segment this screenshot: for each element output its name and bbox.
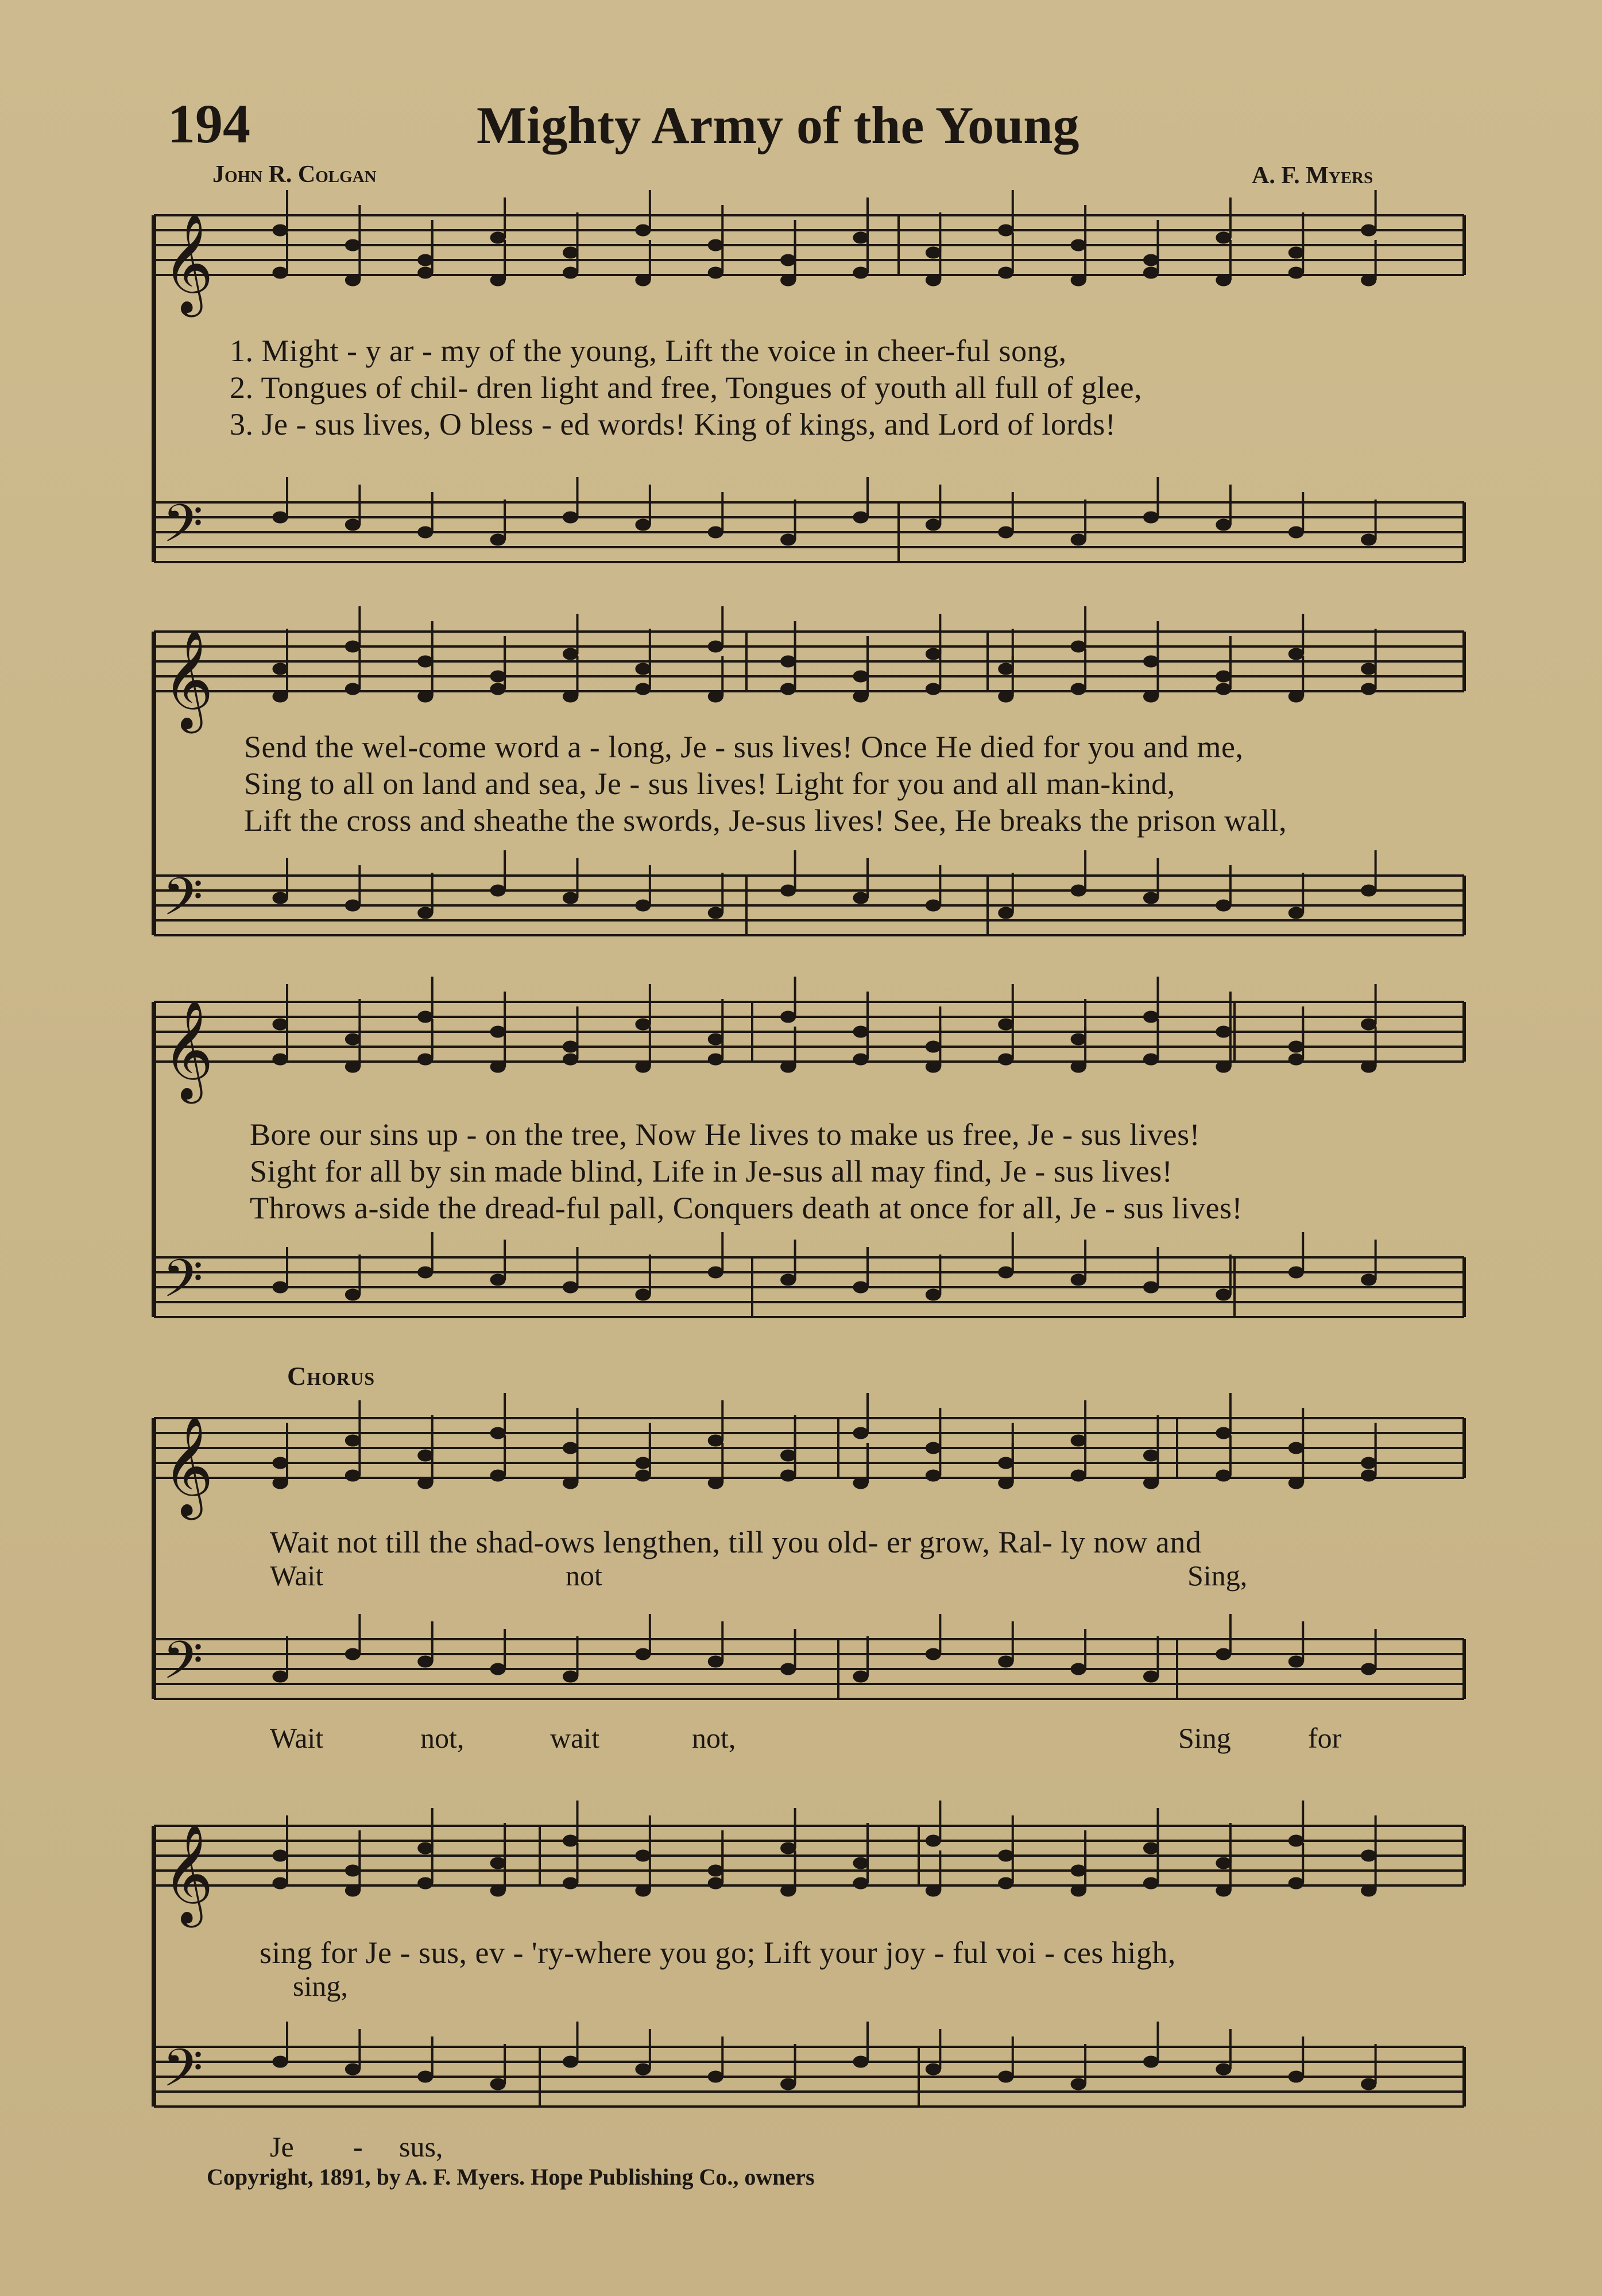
clef-glyph: 𝄢: [162, 1248, 203, 1322]
note-head: [999, 267, 1013, 278]
note-head: [490, 274, 505, 286]
note-head: [781, 254, 796, 266]
note-head: [926, 1648, 941, 1660]
note-head: [345, 1289, 360, 1300]
note-head: [926, 648, 941, 660]
note-head: [1361, 1274, 1376, 1286]
note-head: [1071, 1470, 1086, 1481]
note-head: [345, 683, 360, 695]
bass-lyric: -: [353, 2131, 363, 2163]
bass-lyric: Sing,: [1187, 1559, 1248, 1592]
note-head: [418, 1842, 433, 1854]
note-head: [1071, 641, 1086, 652]
note-head: [273, 512, 288, 523]
note-head: [999, 1019, 1013, 1030]
lyric-line: Wait not till the shad-ows lengthen, till you old- er grow, Ral- ly now and: [270, 1525, 1202, 1559]
note-head: [1071, 885, 1086, 896]
note-head: [1216, 671, 1231, 682]
note-head: [345, 1865, 360, 1876]
note-head: [418, 691, 433, 702]
note-head: [1288, 1267, 1303, 1278]
note-head: [926, 1442, 941, 1454]
note-head: [1144, 1842, 1159, 1854]
note-head: [1216, 1857, 1231, 1869]
note-head: [1071, 1274, 1086, 1286]
note-head: [490, 2078, 505, 2090]
note-head: [853, 671, 868, 682]
note-head: [708, 2071, 723, 2082]
note-head: [781, 1842, 796, 1854]
clef-glyph: 𝄞: [162, 1823, 214, 1923]
note-head: [781, 683, 796, 695]
composer-credit: A. F. Myers: [1252, 162, 1373, 189]
bass-lyric: not: [566, 1559, 602, 1592]
lyric-line: sing for Je - sus, ev - 'ry-where you go; Lift your joy - ful voi - ces high,: [260, 1935, 1176, 1970]
note-head: [926, 1470, 941, 1481]
note-head: [563, 267, 578, 278]
note-head: [708, 1267, 723, 1278]
note-head: [1216, 683, 1231, 695]
note-head: [1216, 1885, 1231, 1896]
note-head: [1288, 1877, 1303, 1889]
note-head: [1144, 1054, 1159, 1065]
note-head: [418, 907, 433, 919]
note-head: [273, 267, 288, 278]
note-head: [853, 2056, 868, 2067]
note-head: [1361, 885, 1376, 896]
note-head: [418, 526, 433, 538]
note-head: [490, 1274, 505, 1286]
note-head: [853, 691, 868, 702]
note-head: [1071, 274, 1086, 286]
note-head: [926, 2063, 941, 2075]
note-head: [708, 1656, 723, 1667]
bass-lyric: sus,: [399, 2131, 443, 2163]
note-head: [781, 1663, 796, 1675]
note-head: [853, 1877, 868, 1889]
note-head: [1144, 1877, 1159, 1889]
note-head: [418, 1450, 433, 1461]
clef-glyph: 𝄞: [162, 629, 214, 729]
note-head: [1071, 1033, 1086, 1045]
note-head: [636, 1457, 651, 1469]
note-head: [563, 691, 578, 702]
note-head: [1216, 519, 1231, 531]
note-head: [490, 671, 505, 682]
note-head: [1361, 1019, 1376, 1030]
note-head: [708, 1877, 723, 1889]
lyric-line: 2. Tongues of chil- dren light and free, Tongues of youth all full of glee,: [230, 370, 1143, 405]
note-head: [1144, 512, 1159, 523]
note-head: [781, 1061, 796, 1073]
note-head: [999, 224, 1013, 236]
note-head: [1144, 2056, 1159, 2067]
lyric-line: 1. Might - y ar - my of the young, Lift the voice in cheer-ful song,: [230, 334, 1067, 368]
note-head: [345, 900, 360, 911]
note-head: [563, 1877, 578, 1889]
note-head: [1288, 648, 1303, 660]
note-head: [853, 1281, 868, 1293]
note-head: [1216, 1289, 1231, 1300]
note-head: [636, 1470, 651, 1481]
note-head: [636, 1885, 651, 1896]
note-head: [273, 2056, 288, 2067]
copyright-notice: Copyright, 1891, by A. F. Myers. Hope Publishing Co., owners: [207, 2164, 815, 2190]
note-head: [708, 1477, 723, 1489]
note-head: [1144, 656, 1159, 667]
note-head: [781, 1885, 796, 1896]
note-head: [1071, 534, 1086, 545]
note-head: [418, 1011, 433, 1023]
note-head: [636, 1289, 651, 1300]
note-head: [1361, 224, 1376, 236]
note-head: [781, 534, 796, 545]
note-head: [1361, 1470, 1376, 1481]
note-head: [1144, 267, 1159, 278]
note-head: [1361, 663, 1376, 675]
note-head: [636, 900, 651, 911]
note-head: [1216, 2063, 1231, 2075]
note-head: [781, 656, 796, 667]
note-head: [999, 2071, 1013, 2082]
note-head: [1144, 892, 1159, 904]
note-head: [926, 1061, 941, 1073]
lyric-line: Throws a-side the dread-ful pall, Conquers death at once for all, Je - sus lives!: [250, 1191, 1243, 1225]
note-head: [1216, 1427, 1231, 1439]
note-head: [1071, 1663, 1086, 1675]
lyric-line: Sing to all on land and sea, Je - sus lives! Light for you and all man-kind,: [244, 766, 1175, 801]
note-head: [999, 1850, 1013, 1861]
note-head: [853, 1054, 868, 1065]
note-head: [708, 267, 723, 278]
note-head: [853, 267, 868, 278]
note-head: [273, 1477, 288, 1489]
note-head: [1144, 1671, 1159, 1682]
note-head: [273, 691, 288, 702]
note-head: [636, 663, 651, 675]
clef-glyph: 𝄢: [162, 493, 203, 567]
note-head: [1216, 1061, 1231, 1073]
note-head: [1288, 1442, 1303, 1454]
note-head: [1361, 1457, 1376, 1469]
bass-lyric: for: [1308, 1722, 1342, 1754]
note-head: [781, 2078, 796, 2090]
note-head: [781, 885, 796, 896]
note-head: [1361, 534, 1376, 545]
note-head: [1361, 274, 1376, 286]
note-head: [853, 512, 868, 523]
note-head: [1071, 1435, 1086, 1446]
note-head: [418, 656, 433, 667]
note-head: [418, 2071, 433, 2082]
note-head: [273, 1281, 288, 1293]
note-head: [999, 1054, 1013, 1065]
note-head: [490, 232, 505, 243]
note-head: [781, 1274, 796, 1286]
note-head: [708, 1054, 723, 1065]
lyric-line: Send the wel-come word a - long, Je - sus lives! Once He died for you and me,: [244, 730, 1244, 764]
note-head: [345, 1435, 360, 1446]
note-head: [1288, 1835, 1303, 1846]
note-head: [490, 1663, 505, 1675]
note-head: [1361, 2078, 1376, 2090]
note-head: [636, 274, 651, 286]
note-head: [1361, 1885, 1376, 1896]
bass-lyric: Sing: [1178, 1722, 1231, 1754]
note-head: [345, 239, 360, 251]
note-head: [636, 2063, 651, 2075]
note-head: [563, 1442, 578, 1454]
note-head: [999, 907, 1013, 919]
note-head: [563, 512, 578, 523]
note-head: [345, 1885, 360, 1896]
clef-glyph: 𝄢: [162, 1630, 203, 1703]
note-head: [926, 900, 941, 911]
note-head: [345, 274, 360, 286]
note-head: [1288, 247, 1303, 258]
note-head: [563, 247, 578, 258]
note-head: [490, 1885, 505, 1896]
note-head: [636, 1019, 651, 1030]
note-head: [1361, 1061, 1376, 1073]
note-head: [1361, 1663, 1376, 1675]
chorus-label: Chorus: [287, 1361, 376, 1391]
note-head: [708, 1865, 723, 1876]
lyricist-credit: John R. Colgan: [212, 161, 377, 188]
note-head: [1288, 267, 1303, 278]
note-head: [1288, 1477, 1303, 1489]
note-head: [273, 1850, 288, 1861]
note-head: [345, 641, 360, 652]
note-head: [999, 663, 1013, 675]
note-head: [563, 2056, 578, 2067]
note-head: [273, 1019, 288, 1030]
bass-lyric: sing,: [293, 1970, 348, 2002]
lyric-line: Sight for all by sin made blind, Life in Je-sus all may find, Je - sus lives!: [250, 1154, 1173, 1188]
note-head: [1288, 2071, 1303, 2082]
note-head: [1216, 1648, 1231, 1660]
note-head: [273, 224, 288, 236]
note-head: [708, 1033, 723, 1045]
note-head: [490, 1026, 505, 1037]
note-head: [273, 892, 288, 904]
note-head: [1144, 1450, 1159, 1461]
note-head: [999, 691, 1013, 702]
note-head: [926, 1885, 941, 1896]
note-head: [345, 1470, 360, 1481]
note-head: [999, 1457, 1013, 1469]
note-head: [1144, 691, 1159, 702]
note-head: [1288, 691, 1303, 702]
note-head: [1216, 232, 1231, 243]
note-head: [418, 1477, 433, 1489]
note-head: [853, 1026, 868, 1037]
note-head: [563, 648, 578, 660]
note-head: [1071, 2078, 1086, 2090]
note-head: [926, 1835, 941, 1846]
note-head: [636, 1061, 651, 1073]
note-head: [1071, 1885, 1086, 1896]
clef-glyph: 𝄞: [162, 1000, 214, 1099]
note-head: [853, 1477, 868, 1489]
note-head: [1071, 239, 1086, 251]
note-head: [1288, 907, 1303, 919]
note-head: [926, 519, 941, 531]
note-head: [563, 1835, 578, 1846]
note-head: [708, 1435, 723, 1446]
note-head: [926, 274, 941, 286]
note-head: [490, 1061, 505, 1073]
note-head: [273, 1877, 288, 1889]
note-head: [418, 254, 433, 266]
note-head: [418, 1267, 433, 1278]
note-head: [490, 885, 505, 896]
note-head: [636, 519, 651, 531]
note-head: [273, 1054, 288, 1065]
note-head: [490, 1470, 505, 1481]
note-head: [926, 1041, 941, 1052]
note-head: [273, 1457, 288, 1469]
note-head: [490, 1857, 505, 1869]
note-head: [490, 1427, 505, 1439]
note-head: [708, 907, 723, 919]
note-head: [563, 1054, 578, 1065]
bass-lyric: Wait: [270, 1559, 324, 1592]
note-head: [1288, 526, 1303, 538]
note-head: [636, 224, 651, 236]
note-head: [708, 526, 723, 538]
note-head: [926, 683, 941, 695]
lyric-line: 3. Je - sus lives, O bless - ed words! King of kings, and Lord of lords!: [230, 407, 1116, 442]
note-head: [490, 683, 505, 695]
note-head: [999, 526, 1013, 538]
note-head: [708, 239, 723, 251]
note-head: [853, 1671, 868, 1682]
note-head: [1216, 1026, 1231, 1037]
note-head: [636, 1648, 651, 1660]
note-head: [853, 1857, 868, 1869]
note-head: [708, 691, 723, 702]
note-head: [1144, 254, 1159, 266]
note-head: [273, 663, 288, 675]
note-head: [1216, 900, 1231, 911]
note-head: [563, 1281, 578, 1293]
note-head: [563, 1477, 578, 1489]
note-head: [1144, 1281, 1159, 1293]
note-head: [1216, 1470, 1231, 1481]
note-head: [418, 1877, 433, 1889]
clef-glyph: 𝄢: [162, 866, 203, 940]
note-head: [781, 1011, 796, 1023]
clef-glyph: 𝄢: [162, 2038, 203, 2111]
note-head: [999, 1877, 1013, 1889]
note-head: [563, 1041, 578, 1052]
lyric-line: Bore our sins up - on the tree, Now He lives to make us free, Je - sus lives!: [250, 1117, 1201, 1152]
note-head: [636, 683, 651, 695]
note-head: [1288, 1041, 1303, 1052]
note-head: [1144, 1011, 1159, 1023]
note-head: [273, 1671, 288, 1682]
note-head: [1361, 683, 1376, 695]
note-head: [563, 1671, 578, 1682]
note-head: [781, 274, 796, 286]
note-head: [853, 232, 868, 243]
hymn-title: Mighty Army of the Young: [477, 96, 1079, 154]
note-head: [1288, 1054, 1303, 1065]
note-head: [345, 1648, 360, 1660]
clef-glyph: 𝄞: [162, 1416, 214, 1516]
note-head: [926, 1289, 941, 1300]
bass-lyric: Je: [270, 2131, 294, 2163]
bass-lyric: Wait: [270, 1722, 324, 1754]
note-head: [1216, 274, 1231, 286]
bass-lyric: not,: [420, 1722, 465, 1754]
note-head: [1288, 1656, 1303, 1667]
note-head: [781, 1450, 796, 1461]
note-head: [926, 247, 941, 258]
note-head: [708, 641, 723, 652]
note-head: [418, 1656, 433, 1667]
clef-glyph: 𝄞: [162, 213, 214, 313]
note-head: [345, 2063, 360, 2075]
note-head: [999, 1477, 1013, 1489]
note-head: [1144, 1477, 1159, 1489]
note-head: [781, 1470, 796, 1481]
note-head: [1071, 683, 1086, 695]
note-head: [345, 519, 360, 531]
bass-lyric: not,: [692, 1722, 736, 1754]
note-head: [1071, 1061, 1086, 1073]
note-head: [418, 1054, 433, 1065]
note-head: [1071, 1865, 1086, 1876]
note-head: [418, 267, 433, 278]
note-head: [999, 1656, 1013, 1667]
note-head: [853, 1427, 868, 1439]
note-head: [636, 1850, 651, 1861]
note-head: [490, 534, 505, 545]
note-head: [999, 1267, 1013, 1278]
note-head: [563, 892, 578, 904]
hymn-number: 194: [168, 93, 250, 154]
note-head: [345, 1033, 360, 1045]
note-head: [853, 892, 868, 904]
note-head: [1361, 1850, 1376, 1861]
note-head: [345, 1061, 360, 1073]
bass-lyric: wait: [550, 1722, 600, 1754]
lyric-line: Lift the cross and sheathe the swords, Je-sus lives! See, He breaks the prison wall,: [244, 803, 1287, 838]
